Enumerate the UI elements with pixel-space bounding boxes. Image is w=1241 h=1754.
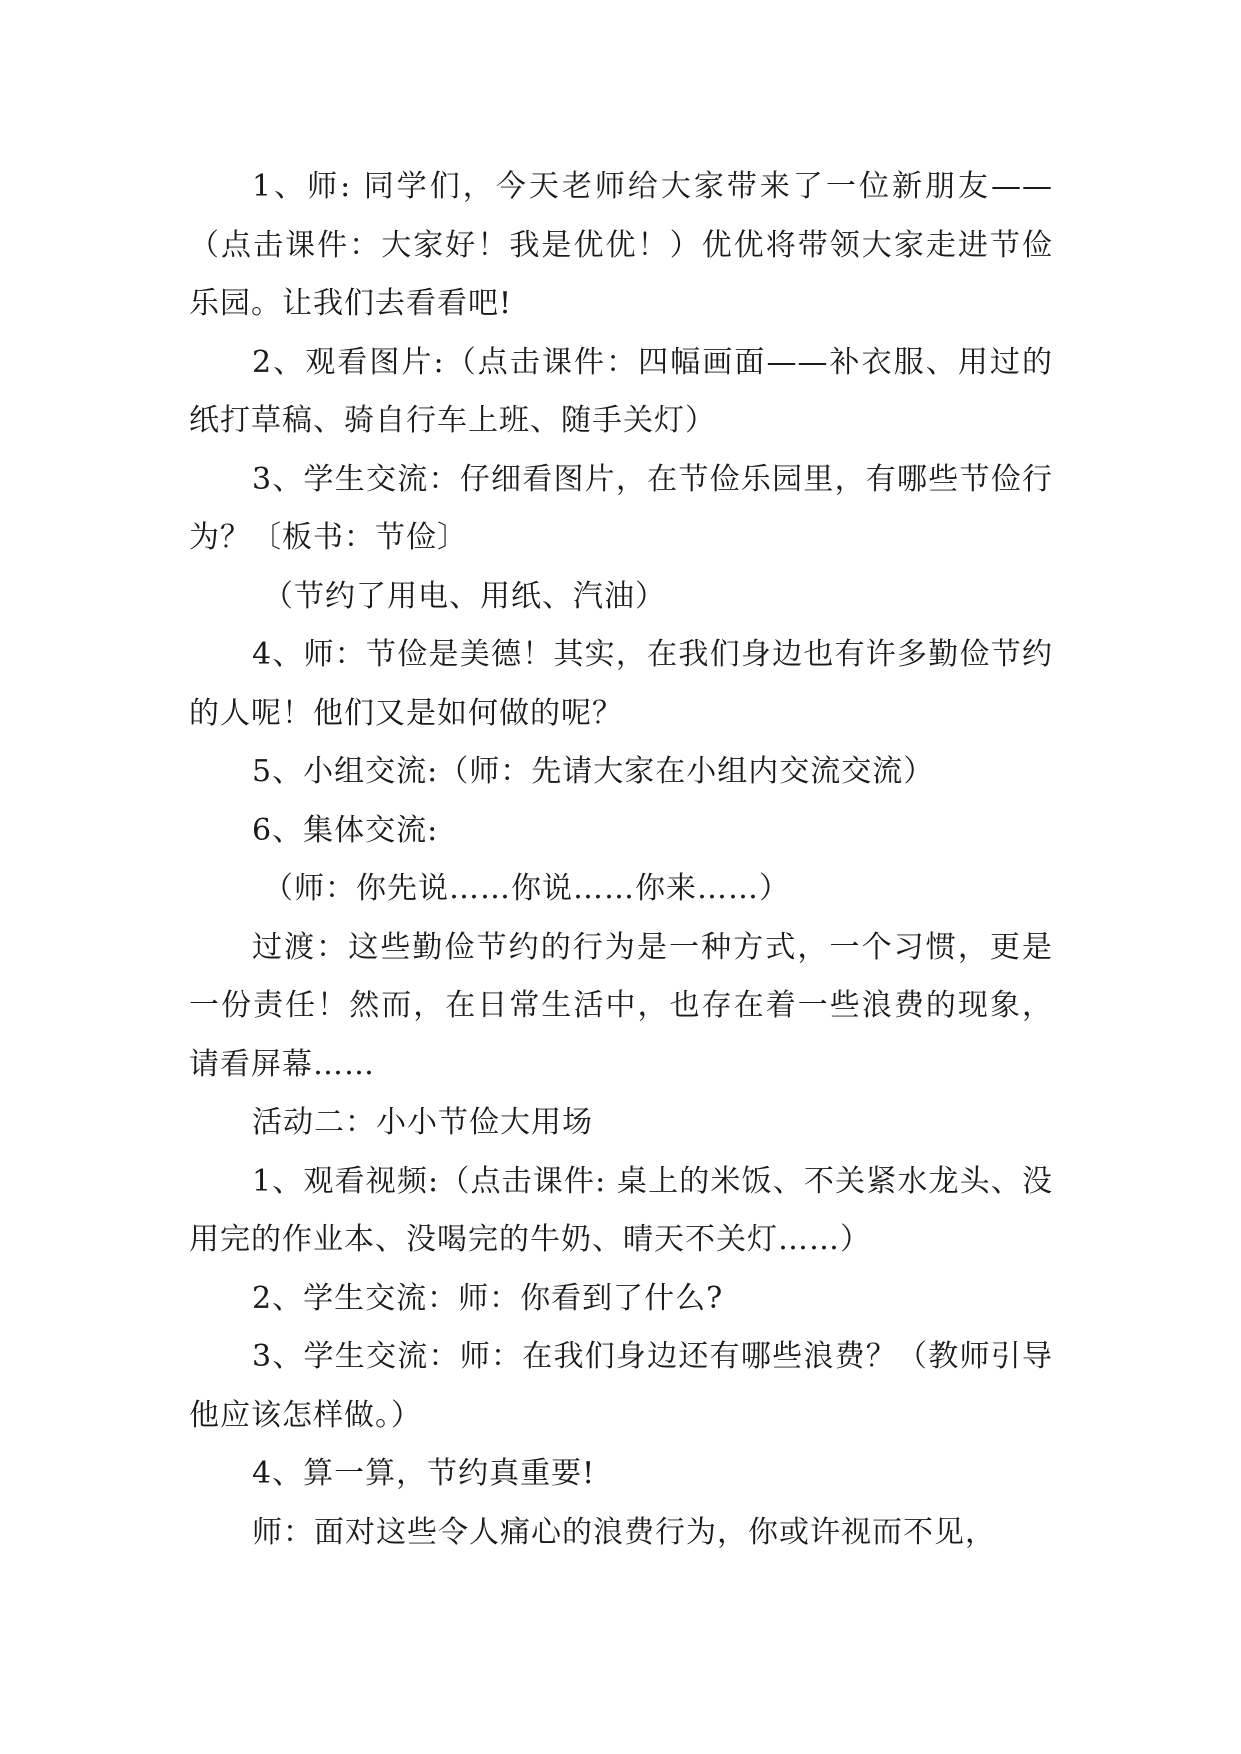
paragraph: 1、师: 同学们，今天老师给大家带来了一位新朋友——（点击课件：大家好！我是优优！）优优将带领大家走进节俭乐园。让我们去看看吧! xyxy=(189,169,1053,321)
paragraph: 3、学生交流：师：在我们身边还有哪些浪费？（教师引导他应该怎样做。） xyxy=(189,1339,1053,1433)
paragraph: 6、集体交流: xyxy=(252,812,439,848)
section-heading: 活动二：小小节俭大用场 xyxy=(252,1105,593,1140)
paragraph: 4、算一算，节约真重要! xyxy=(252,1456,596,1491)
paragraph: 师：面对这些令人痛心的浪费行为，你或许视而不见， xyxy=(252,1514,996,1550)
paragraph: 1、观看视频:（点击课件: 桌上的米饭、不关紧水龙头、没用完的作业本、没喝完的牛奶、晴天不关灯……） xyxy=(189,1163,1053,1257)
paragraph: 2、学生交流：师：你看到了什么? xyxy=(252,1280,724,1316)
paragraph: 2、观看图片:（点击课件：四幅画面——补衣服、用过的纸打草稿、骑自行车上班、随手关灯） xyxy=(189,344,1053,438)
paragraph: （节约了用电、用纸、汽油） xyxy=(263,578,666,614)
document-body xyxy=(189,158,1053,1562)
paragraph: （师：你先说……你说……你来……） xyxy=(263,871,790,906)
paragraph: 5、小组交流:（师：先请大家在小组内交流交流） xyxy=(252,754,935,789)
paragraph: 过渡：这些勤俭节约的行为是一种方式，一个习惯，更是一份责任！然而，在日常生活中，也存在着一些浪费的现象，请看屏幕…… xyxy=(189,929,1053,1082)
paragraph: 3、学生交流：仔细看图片，在节俭乐园里，有哪些节俭行为？〔板书：节俭〕 xyxy=(189,461,1053,555)
paragraph: 4、师：节俭是美德！其实，在我们身边也有许多勤俭节约的人呢！他们又是如何做的呢？ xyxy=(189,637,1053,731)
